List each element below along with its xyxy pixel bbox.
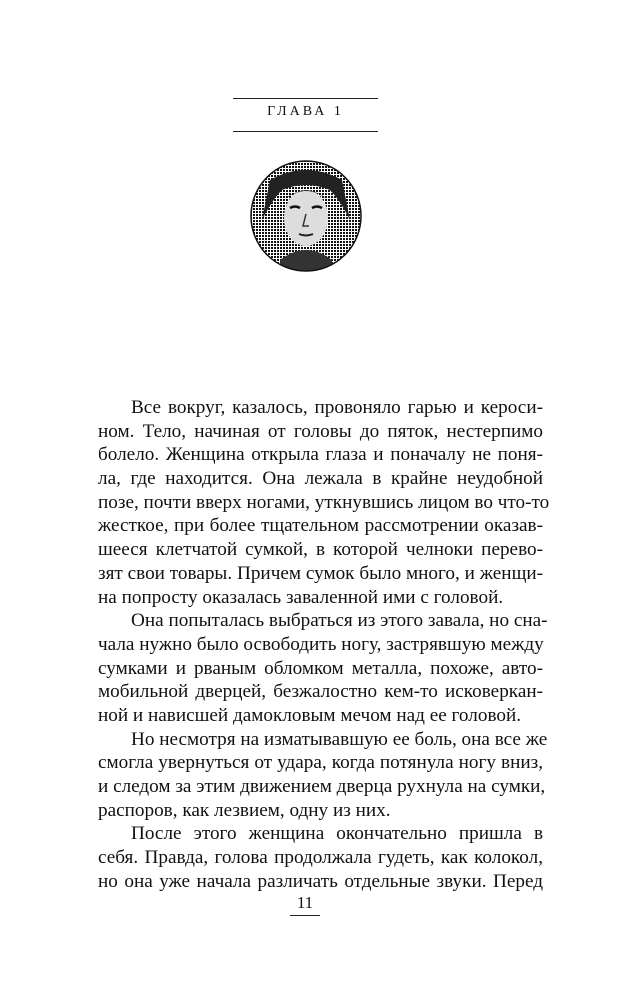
text-line: ном. Тело, начиная от головы до пяток, нестерпимо (98, 420, 543, 442)
text-line: ла, где находится. Она лежала в крайне неудобной (98, 468, 543, 490)
text-line: но она уже начала различать отдельные звуки. Перед (98, 870, 543, 892)
chapter-rule-top (233, 98, 378, 99)
text-line: Но несмотря на изматывавшую ее боль, она все же (131, 728, 548, 750)
text-line: Все вокруг, казалось, провоняло гарью и кероси- (131, 397, 543, 418)
text-line: мобильной дверцей, безжалостно кем-то исковеркан- (98, 681, 543, 703)
text-line: После этого женщина окончательно пришла в (131, 823, 543, 845)
text-line: сумками и рваным обломком металла, похоже, авто- (98, 657, 543, 679)
text-line: Она попыталась выбраться из этого завала, но сна- (131, 610, 548, 632)
page-number: 11 (290, 893, 320, 916)
portrait-medallion-icon (250, 160, 362, 272)
text-line: и следом за этим движением дверца рухнула на сумки, (98, 776, 546, 797)
text-line: на попросту оказалась заваленной ими с головой. (98, 586, 504, 608)
text-line: болело. Женщина открыла глаза и поначалу не поня- (98, 444, 543, 466)
text-line: чала нужно было освободить ногу, застрявшую между (98, 633, 544, 655)
text-line: жесткое, при более тщательном рассмотрении оказав- (98, 515, 543, 537)
text-line: себя. Правда, голова продолжала гудеть, как колокол, (98, 847, 543, 869)
text-line: смогла увернуться от удара, когда потянула ногу вниз, (98, 752, 543, 774)
text-line: зят свои товары. Причем сумок было много, и женщи- (98, 562, 543, 584)
chapter-title: ГЛАВА 1 (267, 104, 344, 119)
body-text (98, 396, 550, 893)
text-line: распоров, как лезвием, одну из них. (98, 799, 391, 821)
text-line: шееся клетчатой сумкой, в которой челноки перево- (98, 539, 543, 561)
text-line: ной и нависшей дамокловым мечом над ее головой. (98, 704, 522, 726)
text-line: позе, почти вверх ногами, уткнувшись лицом во что-то (98, 491, 550, 513)
chapter-rule-bottom (233, 131, 378, 132)
